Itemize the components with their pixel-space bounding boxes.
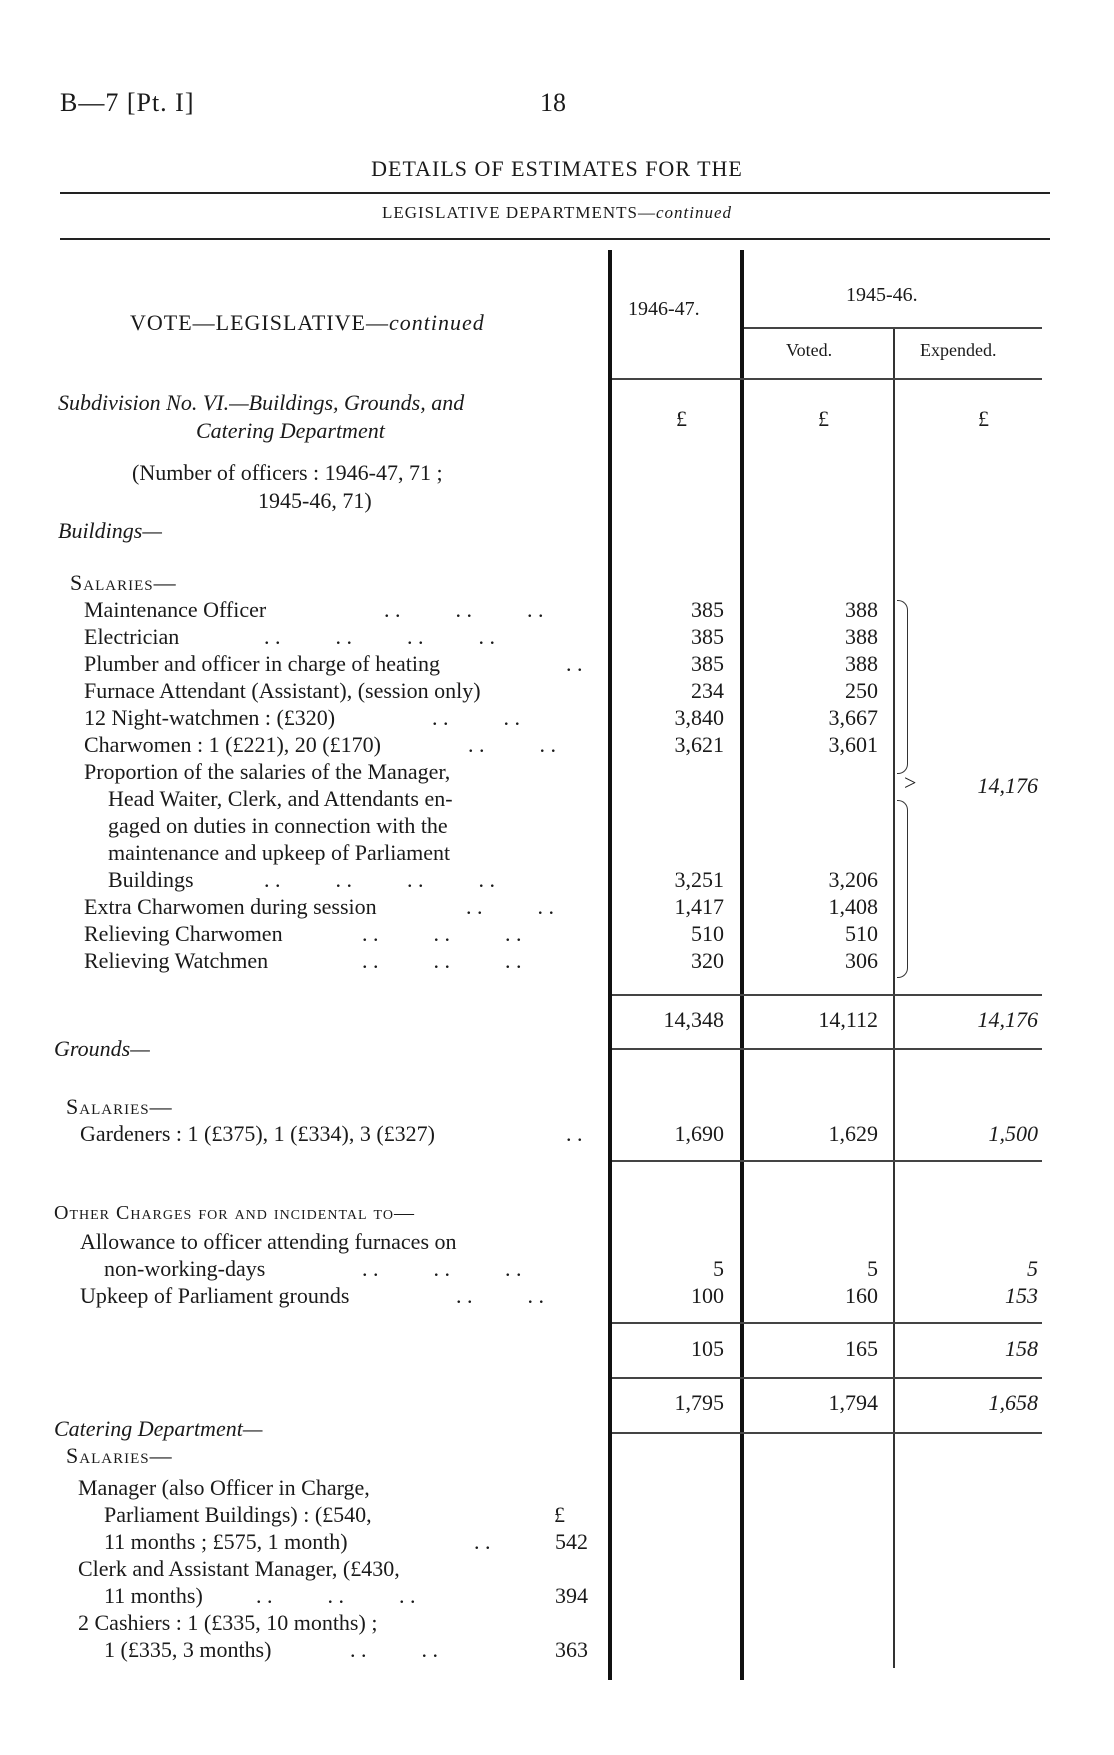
buildings-heading: Buildings— <box>58 518 162 543</box>
allowance-line-2: non-working-days <box>104 1256 266 1281</box>
grounds-expended: 1,500 <box>988 1121 1038 1146</box>
allowance-1946: 5 <box>713 1256 724 1281</box>
other-subtotal-1946: 105 <box>691 1336 724 1361</box>
proportion-line-1: Proportion of the salaries of the Manager, <box>84 759 451 784</box>
item-label: Buildings <box>108 867 194 892</box>
item-label: Electrician <box>84 624 180 649</box>
allowance-line-1: Allowance to officer attending furnaces on <box>80 1229 457 1254</box>
column-header-1945: 1945-46. <box>846 284 918 306</box>
buildings-total-1946: 14,348 <box>663 1007 724 1032</box>
clerk-line-1: Clerk and Assistant Manager, (£430, <box>78 1556 400 1581</box>
page-number: 18 <box>540 88 566 117</box>
manager-line-1: Manager (also Officer in Charge, <box>78 1475 370 1500</box>
gardeners-label: Gardeners : 1 (£375), 1 (£334), 3 (£327) <box>80 1121 435 1146</box>
value-1946: 510 <box>691 921 724 946</box>
grounds-total-voted: 1,794 <box>828 1390 878 1415</box>
item-label: 12 Night-watchmen : (£320) <box>84 705 336 730</box>
grounds-total-1946: 1,795 <box>674 1390 724 1415</box>
vote-heading: VOTE—LEGISLATIVE—continued <box>130 310 485 335</box>
proportion-line-4: maintenance and upkeep of Parliament <box>108 840 451 865</box>
value-1946: 3,251 <box>674 867 724 892</box>
item-label: Plumber and officer in charge of heating <box>84 651 440 676</box>
grounds-total-rule <box>612 1377 1042 1379</box>
buildings-total-voted: 14,112 <box>818 1007 878 1032</box>
value-1946: 3,621 <box>674 732 724 757</box>
value-voted: 3,601 <box>828 732 878 757</box>
buildings-total-expended: 14,176 <box>977 1007 1038 1032</box>
value-1946: 385 <box>691 651 724 676</box>
clerk-line-2: 11 months) <box>104 1583 203 1608</box>
value-1946: 320 <box>691 948 724 973</box>
value-voted: 388 <box>845 597 878 622</box>
value-1946: 385 <box>691 624 724 649</box>
subdivision-line-1: Subdivision No. VI.—Buildings, Grounds, and <box>58 390 465 415</box>
item-label: Charwomen : 1 (£221), 20 (£170) <box>84 732 381 757</box>
value-1946: 385 <box>691 597 724 622</box>
leader-dots: . . . . . . <box>384 597 544 622</box>
grounds-1946: 1,690 <box>674 1121 724 1146</box>
buildings-total-rule-top <box>612 994 1042 996</box>
grounds-voted: 1,629 <box>828 1121 878 1146</box>
clerk-amount: 394 <box>555 1583 588 1608</box>
leader-dots: . . <box>566 1121 583 1146</box>
column-header-rule <box>612 378 1042 380</box>
value-voted: 3,206 <box>828 867 878 892</box>
officers-line-2: 1945-46, 71) <box>258 488 372 513</box>
allowance-voted: 5 <box>867 1256 878 1281</box>
proportion-line-2: Head Waiter, Clerk, and Attendants en- <box>108 786 453 811</box>
leader-dots: . . . . . . . . <box>264 624 495 649</box>
title-rule <box>60 192 1050 194</box>
item-label: Relieving Watchmen <box>84 948 269 973</box>
column-header-expended: Expended. <box>920 340 997 360</box>
leader-dots: . . . . . . . . <box>264 867 495 892</box>
other-charges-heading: Other Charges for and incidental to— <box>54 1202 415 1224</box>
cashier-line-2: 1 (£335, 3 months) <box>104 1637 272 1662</box>
grounds-total-rule-bottom <box>612 1432 1042 1434</box>
allowance-expended: 5 <box>1027 1256 1038 1281</box>
header-rule <box>60 238 1050 240</box>
column-divider-voted <box>893 328 895 1668</box>
other-subtotal-expended: 158 <box>1005 1336 1038 1361</box>
value-voted: 3,667 <box>828 705 878 730</box>
value-voted: 388 <box>845 624 878 649</box>
value-1946: 3,840 <box>674 705 724 730</box>
grounds-salaries-heading: Salaries— <box>66 1094 173 1119</box>
buildings-total-rule-bottom <box>612 1048 1042 1050</box>
item-label: Extra Charwomen during session <box>84 894 377 919</box>
upkeep-1946: 100 <box>691 1283 724 1308</box>
leader-dots: . . . . . . <box>362 921 522 946</box>
manager-line-3: 11 months ; £575, 1 month) <box>104 1529 348 1554</box>
catering-heading: Catering Department— <box>54 1416 263 1441</box>
leader-dots: . . . . <box>432 705 520 730</box>
leader-dots: . . <box>474 1529 491 1554</box>
page-title: DETAILS OF ESTIMATES FOR THE <box>371 156 743 181</box>
upkeep-voted: 160 <box>845 1283 878 1308</box>
leader-dots: . . . . . . <box>362 948 522 973</box>
upkeep-label: Upkeep of Parliament grounds <box>80 1283 350 1308</box>
currency-expended: £ <box>978 406 989 431</box>
leader-dots: . . . . <box>468 732 556 757</box>
item-label: Furnace Attendant (Assistant), (session only) <box>84 678 481 703</box>
subdivision-line-2: Catering Department <box>196 418 385 443</box>
officers-line-1: (Number of officers : 1946-47, 71 ; <box>132 460 443 485</box>
catering-salaries-heading: Salaries— <box>66 1443 173 1468</box>
currency-1946: £ <box>676 406 687 431</box>
leader-dots: . . <box>566 651 583 676</box>
value-voted: 306 <box>845 948 878 973</box>
leader-dots: . . . . . . <box>256 1583 416 1608</box>
page-subtitle: LEGISLATIVE DEPARTMENTS—continued <box>381 203 733 222</box>
upkeep-expended: 153 <box>1005 1283 1038 1308</box>
expended-bracket-total: 14,176 <box>977 773 1038 798</box>
leader-dots: . . . . . . <box>362 1256 522 1281</box>
catering-currency: £ <box>554 1502 565 1527</box>
brace-lower <box>897 800 908 978</box>
item-label: Relieving Charwomen <box>84 921 283 946</box>
other-subtotal-rule <box>612 1322 1042 1324</box>
value-voted: 388 <box>845 651 878 676</box>
buildings-salaries-heading: Salaries— <box>70 570 177 595</box>
cashier-amount: 363 <box>555 1637 588 1662</box>
leader-dots: . . . . <box>466 894 554 919</box>
other-subtotal-voted: 165 <box>845 1336 878 1361</box>
currency-voted: £ <box>818 406 829 431</box>
manager-amount: 542 <box>555 1529 588 1554</box>
column-header-1946: 1946-47. <box>628 298 700 320</box>
grounds-total-expended: 1,658 <box>988 1390 1038 1415</box>
value-voted: 510 <box>845 921 878 946</box>
value-1946: 1,417 <box>674 894 724 919</box>
value-voted: 250 <box>845 678 878 703</box>
leader-dots: . . . . <box>350 1637 438 1662</box>
grounds-heading: Grounds— <box>54 1036 150 1061</box>
proportion-line-3: gaged on duties in connection with the <box>108 813 448 838</box>
leader-dots: . . . . <box>456 1283 544 1308</box>
brace-point: > <box>904 770 917 795</box>
value-1946: 234 <box>691 678 724 703</box>
item-label: Maintenance Officer <box>84 597 267 622</box>
cashier-line-1: 2 Cashiers : 1 (£335, 10 months) ; <box>78 1610 378 1635</box>
header-1945-rule <box>744 327 1042 329</box>
value-voted: 1,408 <box>828 894 878 919</box>
document-reference: B—7 [Pt. I] <box>60 88 195 117</box>
grounds-rule <box>612 1160 1042 1162</box>
column-header-voted: Voted. <box>786 340 833 360</box>
manager-line-2: Parliament Buildings) : (£540, <box>104 1502 372 1527</box>
brace-upper <box>897 600 908 774</box>
